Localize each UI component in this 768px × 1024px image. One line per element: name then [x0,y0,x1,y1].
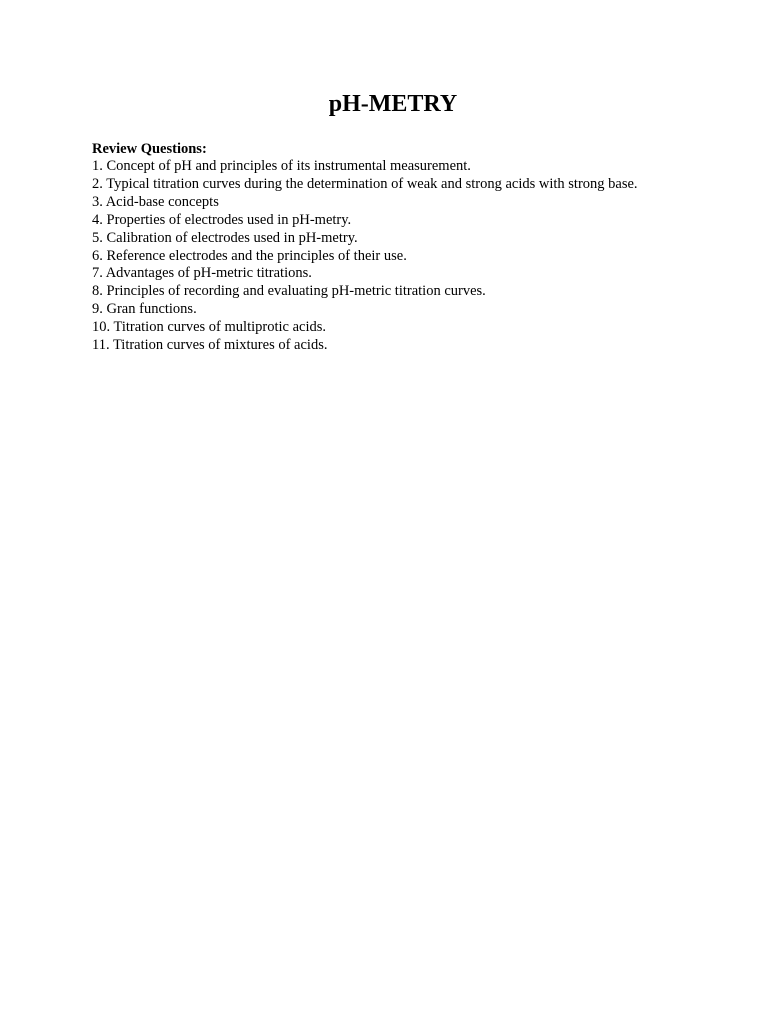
question-item-11: 11. Titration curves of mixtures of acids. [92,337,328,354]
question-item-2: 2. Typical titration curves during the determination of weak and strong acids with strong base. [92,175,638,192]
question-item-1: 1. Concept of pH and principles of its instrumental measurement. [92,158,471,174]
question-item-7: 7. Advantages of pH-metric titrations. [92,265,312,282]
page-title: pH-METRY [328,91,458,117]
question-item-10: 10. Titration curves of multiprotic acids. [92,319,326,336]
question-item-6: 6. Reference electrodes and the principles of their use. [92,247,407,264]
question-item-9: 9. Gran functions. [92,301,197,318]
question-item-3: 3. Acid-base concepts [92,193,219,210]
question-item-4: 4. Properties of electrodes used in pH-metry. [92,211,352,228]
review-section [92,140,732,355]
section-heading: Review Questions: [92,141,207,157]
question-item-5: 5. Calibration of electrodes used in pH-metry. [92,229,358,246]
question-item-8: 8. Principles of recording and evaluating pH-metric titration curves. [92,283,486,300]
question-list [92,158,732,355]
